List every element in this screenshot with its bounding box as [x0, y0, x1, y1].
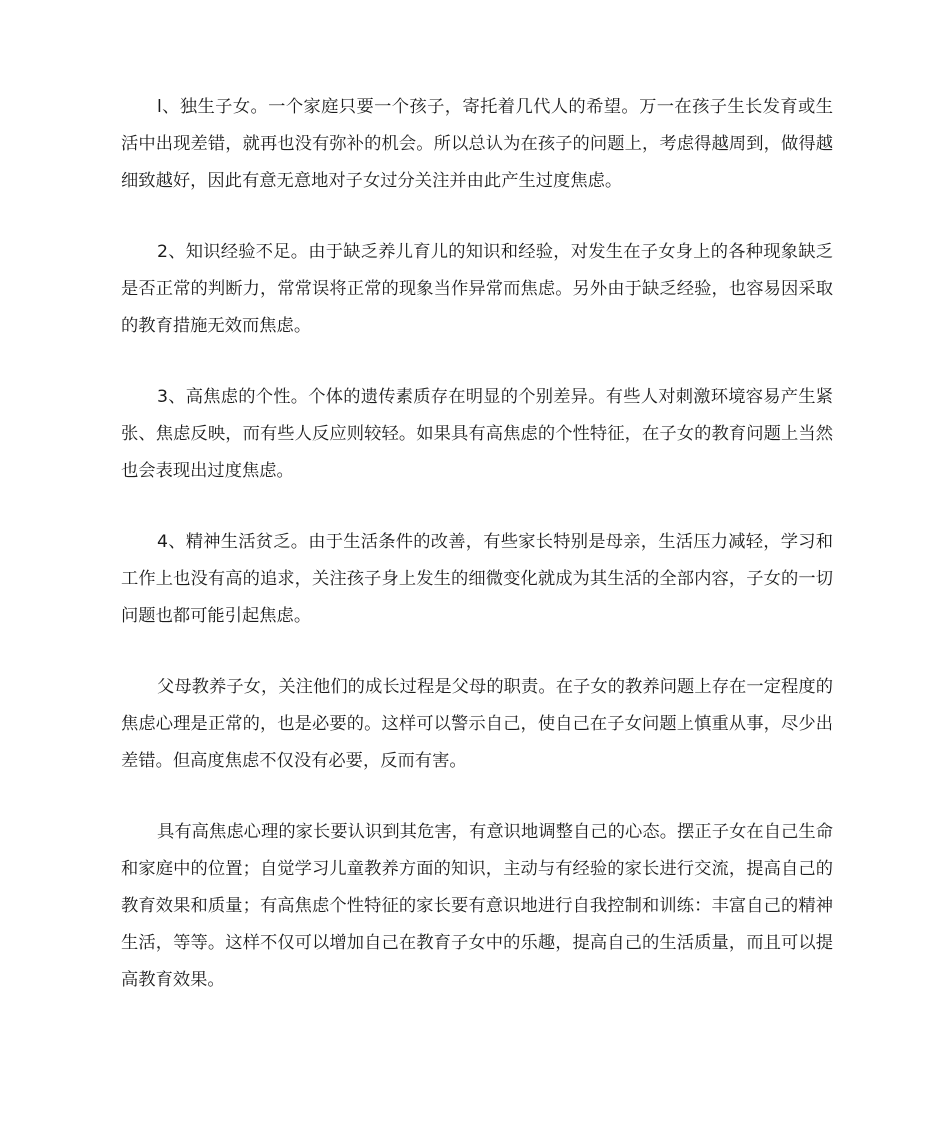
- document-body: [121, 89, 833, 1033]
- paragraph-lack-of-experience: 2、知识经验不足。由于缺乏养儿育儿的知识和经验，对发生在子女身上的各种现象缺乏是否正常的判断力，常常误将正常的现象当作异常而焦虑。另外由于缺乏经验，也容易因采取的教育措施无效而焦虑。: [121, 242, 833, 336]
- paragraph-anxious-personality: 3、高焦虑的个性。个体的遗传素质存在明显的个别差异。有些人对刺激环境容易产生紧张、焦虑反映，而有些人反应则较轻。如果具有高焦虑的个性特征，在子女的教育问题上当然也会表现出过度焦虑。: [121, 387, 833, 481]
- paragraph-only-child: l、独生子女。一个家庭只要一个孩子，寄托着几代人的希望。万一在孩子生长发育或生活中出现差错，就再也没有弥补的机会。所以总认为在孩子的问题上，考虑得越周到，做得越细致越好，因此有意无意地对子女过分关注并由此产生过度焦虑。: [121, 97, 833, 191]
- paragraph-spiritual-life: 4、精神生活贫乏。由于生活条件的改善，有些家长特别是母亲，生活压力减轻，学习和工作上也没有高的追求，关注孩子身上发生的细微变化就成为其生活的全部内容，子女的一切问题也都可能引起焦虑。: [121, 532, 833, 626]
- paragraph-adjust-mindset: 具有高焦虑心理的家长要认识到其危害，有意识地调整自己的心态。摆正子女在自己生命和家庭中的位置；自觉学习儿童教养方面的知识，主动与有经验的家长进行交流，提高自己的教育效果和质量；有高焦虑个性特征的家长要有意识地进行自我控制和训练：丰富自己的精神生活，等等。这样不仅可以增加自己在教育子女中的乐趣，提高自己的生活质量，而且可以提高教育效果。: [121, 822, 833, 990]
- paragraph-parental-duty: 父母教养子女，关注他们的成长过程是父母的职责。在子女的教养问题上存在一定程度的焦虑心理是正常的，也是必要的。这样可以警示自己，使自己在子女问题上慎重从事，尽少出差错。但高度焦虑不仅没有必要，反而有害。: [121, 677, 833, 771]
